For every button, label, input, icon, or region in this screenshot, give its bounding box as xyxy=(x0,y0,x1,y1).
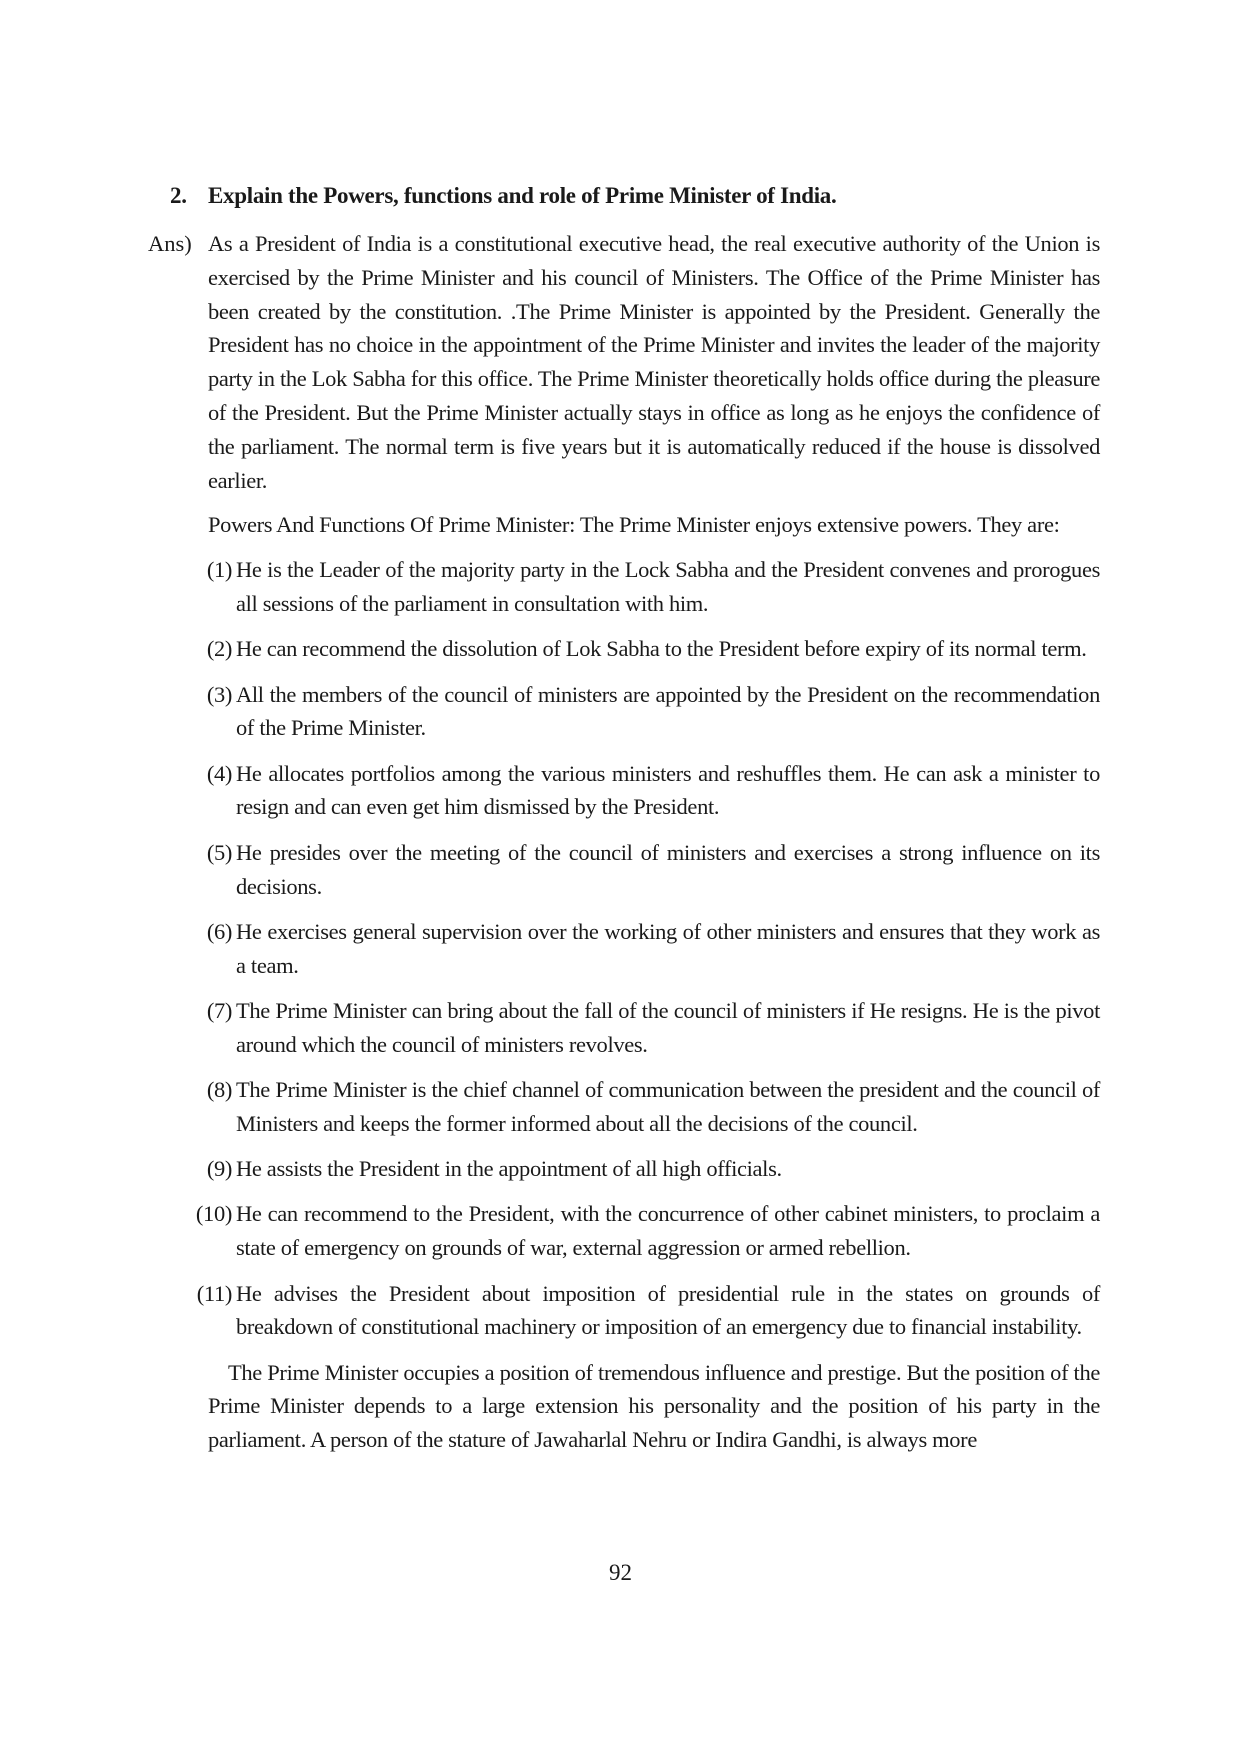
list-item-number: (2) xyxy=(206,636,232,662)
list-item-text: He assists the President in the appointment of all high officials. xyxy=(236,1156,782,1182)
list-item-text: He advises the President about imposition of presidential rule in the states on grounds of breakdown of constitutional machinery or imposition of an emergency due to financial instability. xyxy=(236,1280,1100,1340)
list-item xyxy=(208,632,1100,666)
list-item xyxy=(195,1197,1100,1265)
list-item-number: (4) xyxy=(206,760,232,786)
list-item-number: (6) xyxy=(206,918,232,944)
list-item-text: He is the Leader of the majority party in the Lock Sabha and the President convenes and prorogues all sessions of the parliament in consultation with him. xyxy=(236,557,1100,616)
list-item-text: All the members of the council of ministers are appointed by the President on the recommendation of the Prime Minister. xyxy=(236,681,1100,741)
list-item xyxy=(208,757,1100,825)
list-item-text: The Prime Minister can bring about the fall of the council of ministers if He resigns. He is the pivot around which the council of ministers revolves. xyxy=(236,997,1100,1057)
list-item-text: The Prime Minister is the chief channel of communication between the president and the council of Ministers and keeps the former informed about all the decisions of the council. xyxy=(236,1077,1100,1136)
question-number: 2. xyxy=(170,183,187,208)
list-item-text: He exercises general supervision over the working of other ministers and ensures that they work as a team. xyxy=(236,918,1100,978)
list-item-text: He can recommend to the President, with the concurrence of other cabinet ministers, to proclaim a state of emergency on grounds of war, external aggression or armed rebellion. xyxy=(236,1201,1100,1261)
answer-label: Ans) xyxy=(148,231,192,256)
question-text: Explain the Powers, functions and role of Prime Minister of India. xyxy=(208,183,837,208)
list-item-number: (7) xyxy=(206,997,232,1023)
list-item-number: (9) xyxy=(206,1156,232,1182)
list-item-number: (11) xyxy=(196,1280,232,1306)
question-heading xyxy=(170,183,1100,209)
list-item-number: (8) xyxy=(206,1077,232,1103)
powers-heading-paragraph: Powers And Functions Of Prime Minister: The Prime Minister enjoys extensive powers. They are: xyxy=(208,512,1060,538)
list-item-number: (10) xyxy=(195,1201,232,1227)
list-item xyxy=(196,1277,1100,1345)
list-item-text: He allocates portfolios among the various ministers and reshuffles them. He can ask a minister to resign and can even get him dismissed by the President. xyxy=(236,760,1100,820)
list-item xyxy=(208,915,1100,983)
list-item-text: He presides over the meeting of the council of ministers and exercises a strong influence on its decisions. xyxy=(236,839,1100,899)
list-item-number: (3) xyxy=(206,681,232,707)
powers-list xyxy=(195,553,1100,1344)
page-number: 92 xyxy=(609,1560,632,1585)
answer-block xyxy=(148,227,1100,1468)
list-item-number: (1) xyxy=(206,557,232,583)
list-item xyxy=(208,836,1100,904)
list-item-number: (5) xyxy=(206,839,232,865)
list-item-text: He can recommend the dissolution of Lok Sabha to the President before expiry of its normal term. xyxy=(236,636,1087,662)
list-item xyxy=(208,1073,1100,1141)
list-item xyxy=(208,994,1100,1062)
list-item xyxy=(208,678,1100,746)
answer-intro-paragraph: As a President of India is a constitutional executive head, the real executive authority of the Union is exercised by the Prime Minister and his council of Ministers. The Office of the Prime Minister has been created by the constitution. .The Prime Minister is appointed by the President. Generally the President has no choice in the appointment of the Prime Minister and invites the leader of the majority party in the Lok Sabha for this office. The Prime Minister theoretically holds office during the pleasure of the President. But the Prime Minister actually stays in office as long as he enjoys the confidence of the parliament. The normal term is five years but it is automatically reduced if the house is dissolved earlier. xyxy=(208,231,1100,493)
answer-body xyxy=(195,227,1100,1457)
list-item xyxy=(208,553,1100,621)
list-item xyxy=(208,1152,1100,1186)
closing-paragraph: The Prime Minister occupies a position of tremendous influence and prestige. But the position of the Prime Minister depends to a large extension his personality and the position of his party in the parliament. A person of the stature of Jawaharlal Nehru or Indira Gandhi, is always more xyxy=(208,1359,1100,1453)
